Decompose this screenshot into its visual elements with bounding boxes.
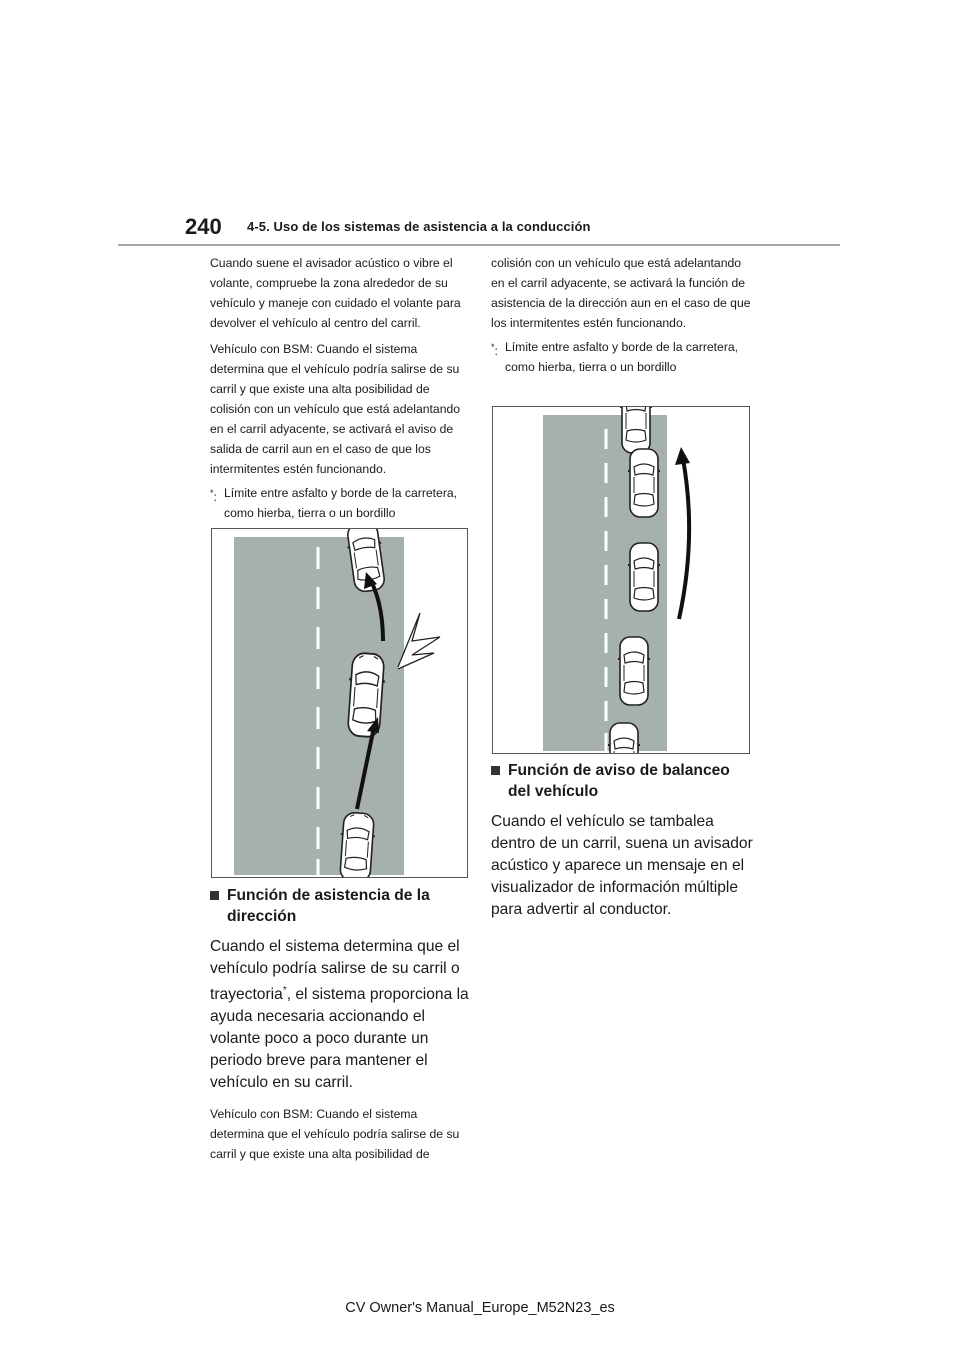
footnote-text: Límite entre asfalto y borde de la carretera, como hierba, tierra o un bordillo xyxy=(505,340,739,374)
vehicle-sway-illustration xyxy=(492,406,750,754)
footnote: *: Límite entre asfalto y borde de la carretera, como hierba, tierra o un bordillo xyxy=(491,337,753,377)
right-column xyxy=(491,253,753,387)
collision-warning-icon xyxy=(398,613,440,669)
left-column-lower xyxy=(210,885,472,1170)
paragraph: colisión con un vehículo que está adelantando en el carril adyacente, se activará la función de asistencia de la dirección aun en el caso de que los intermitentes estén funcionando. xyxy=(491,256,751,330)
subheading xyxy=(210,885,472,927)
left-column xyxy=(210,253,472,533)
car-icon xyxy=(628,543,660,611)
steering-assist-illustration xyxy=(211,528,468,878)
footnote-text: Límite entre asfalto y borde de la carretera, como hierba, tierra o un bordillo xyxy=(224,486,458,520)
paragraph: Cuando suene el avisador acústico o vibre el volante, compruebe la zona alrededor de su vehículo y maneje con cuidado el volante para devolver el vehículo al centro del carril. xyxy=(210,256,461,330)
header-divider xyxy=(118,244,840,246)
arrow-icon xyxy=(679,459,689,619)
paragraph: Vehículo con BSM: Cuando el sistema determina que el vehículo podría salirse de su carril y que existe una alta posibilidad de xyxy=(210,1107,460,1162)
bullet-square-icon xyxy=(491,766,500,775)
car-icon xyxy=(608,723,640,753)
right-column-lower xyxy=(491,760,753,931)
paragraph: Vehículo con BSM: Cuando el sistema determina que el vehículo podría salirse de su carril y que existe una alta posibilidad de colisión con un vehículo que está adelantando en el carril adyacente, se activará el aviso de salida de carril aun en el caso de que los intermitentes estén funcionando. xyxy=(210,342,461,476)
car-icon xyxy=(620,407,652,453)
paragraph: Cuando el vehículo se tambalea dentro de un carril, suena un avisador acústico y aparece un mensaje en el visualizador de información múltiple para advertir al conductor. xyxy=(491,813,753,918)
car-icon xyxy=(338,812,377,877)
bullet-square-icon xyxy=(210,891,219,900)
car-icon xyxy=(618,637,650,705)
footnote: *: Límite entre asfalto y borde de la carretera, como hierba, tierra o un bordillo xyxy=(210,483,472,523)
subheading xyxy=(491,760,753,802)
subheading-text: Función de aviso de balanceo del vehículo xyxy=(508,762,730,800)
section-title: 4-5. Uso de los sistemas de asistencia a la conducción xyxy=(247,219,591,234)
footnote-mark: * xyxy=(210,488,214,498)
footer: CV Owner's Manual_Europe_M52N23_es xyxy=(345,1300,615,1316)
page-number: 240 xyxy=(185,214,222,239)
paragraph: Cuando el sistema determina que el vehículo podría salirse de su carril o trayectoria*, el sistema proporciona la ayuda necesaria accionando el volante poco a poco durante un periodo breve para mantener el vehículo en su carril. xyxy=(210,938,469,1092)
car-icon xyxy=(345,652,386,737)
subheading-text: Función de asistencia de la dirección xyxy=(227,887,430,925)
footnote-mark: * xyxy=(491,342,495,352)
car-icon xyxy=(628,449,660,517)
